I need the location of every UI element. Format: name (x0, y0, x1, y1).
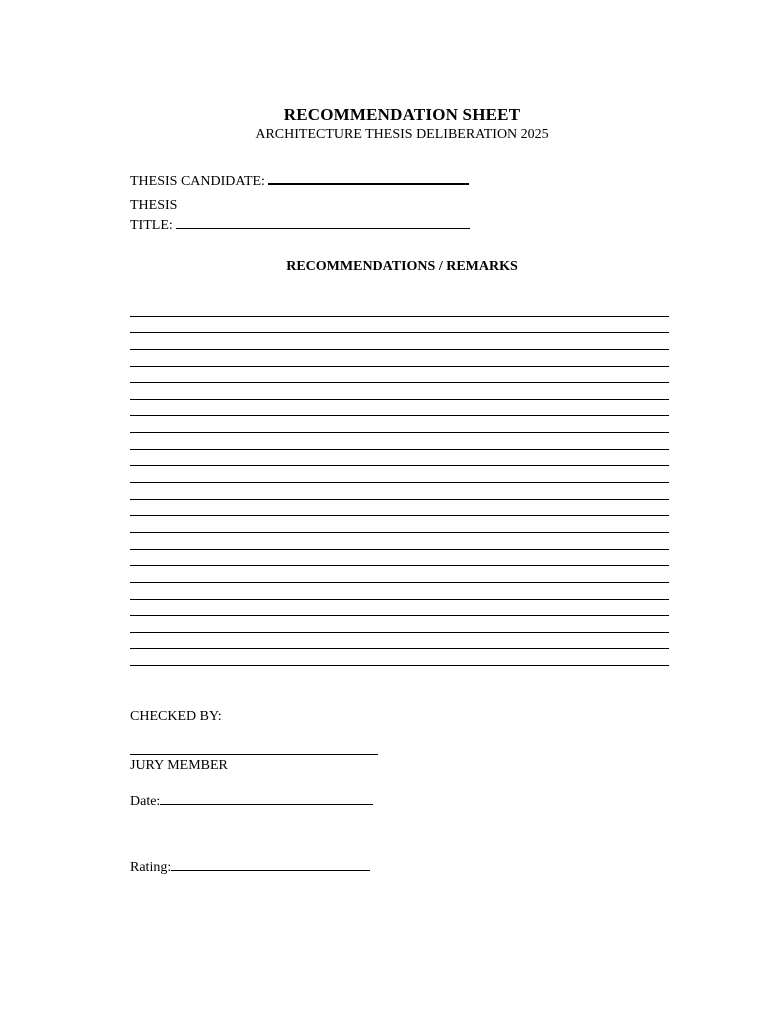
rating-field (130, 858, 370, 876)
remark-line[interactable] (130, 516, 669, 533)
remark-line[interactable] (130, 500, 669, 517)
rating-blank[interactable] (171, 858, 370, 871)
thesis-title-blank[interactable] (176, 216, 470, 229)
remark-line[interactable] (130, 616, 669, 633)
jury-member-label: JURY MEMBER (130, 758, 228, 773)
remarks-heading: RECOMMENDATIONS / REMARKS (286, 259, 518, 274)
remark-line[interactable] (130, 550, 669, 567)
sheet-title: RECOMMENDATION SHEET (283, 105, 521, 124)
candidate-label: THESIS CANDIDATE: (130, 174, 265, 189)
remark-line[interactable] (130, 649, 669, 666)
remark-line[interactable] (130, 583, 669, 600)
sheet-subtitle: ARCHITECTURE THESIS DELIBERATION 2025 (255, 127, 549, 142)
remark-line[interactable] (130, 333, 669, 350)
thesis-title-field (130, 216, 470, 234)
remark-line[interactable] (130, 416, 669, 433)
date-field (130, 792, 373, 810)
candidate-blank[interactable] (268, 171, 469, 185)
remark-line[interactable] (130, 300, 669, 317)
thesis-title-label-line1: THESIS (130, 198, 178, 213)
candidate-field (130, 171, 469, 190)
checked-by-label: CHECKED BY: (130, 709, 222, 724)
remark-line[interactable] (130, 533, 669, 550)
remark-line[interactable] (130, 450, 669, 467)
rating-label: Rating: (130, 860, 172, 875)
remark-line[interactable] (130, 483, 669, 500)
remarks-writing-area[interactable] (130, 300, 669, 666)
remark-line[interactable] (130, 600, 669, 617)
remark-line[interactable] (130, 367, 669, 384)
remark-line[interactable] (130, 400, 669, 417)
remark-line[interactable] (130, 350, 669, 367)
remark-line[interactable] (130, 383, 669, 400)
remark-line[interactable] (130, 566, 669, 583)
remark-line[interactable] (130, 633, 669, 650)
jury-signature-line[interactable] (130, 754, 378, 755)
date-blank[interactable] (160, 792, 373, 805)
thesis-title-label-line2: TITLE: (130, 218, 173, 233)
date-label: Date: (130, 794, 161, 809)
remark-line[interactable] (130, 466, 669, 483)
remark-line[interactable] (130, 433, 669, 450)
remark-line[interactable] (130, 317, 669, 334)
